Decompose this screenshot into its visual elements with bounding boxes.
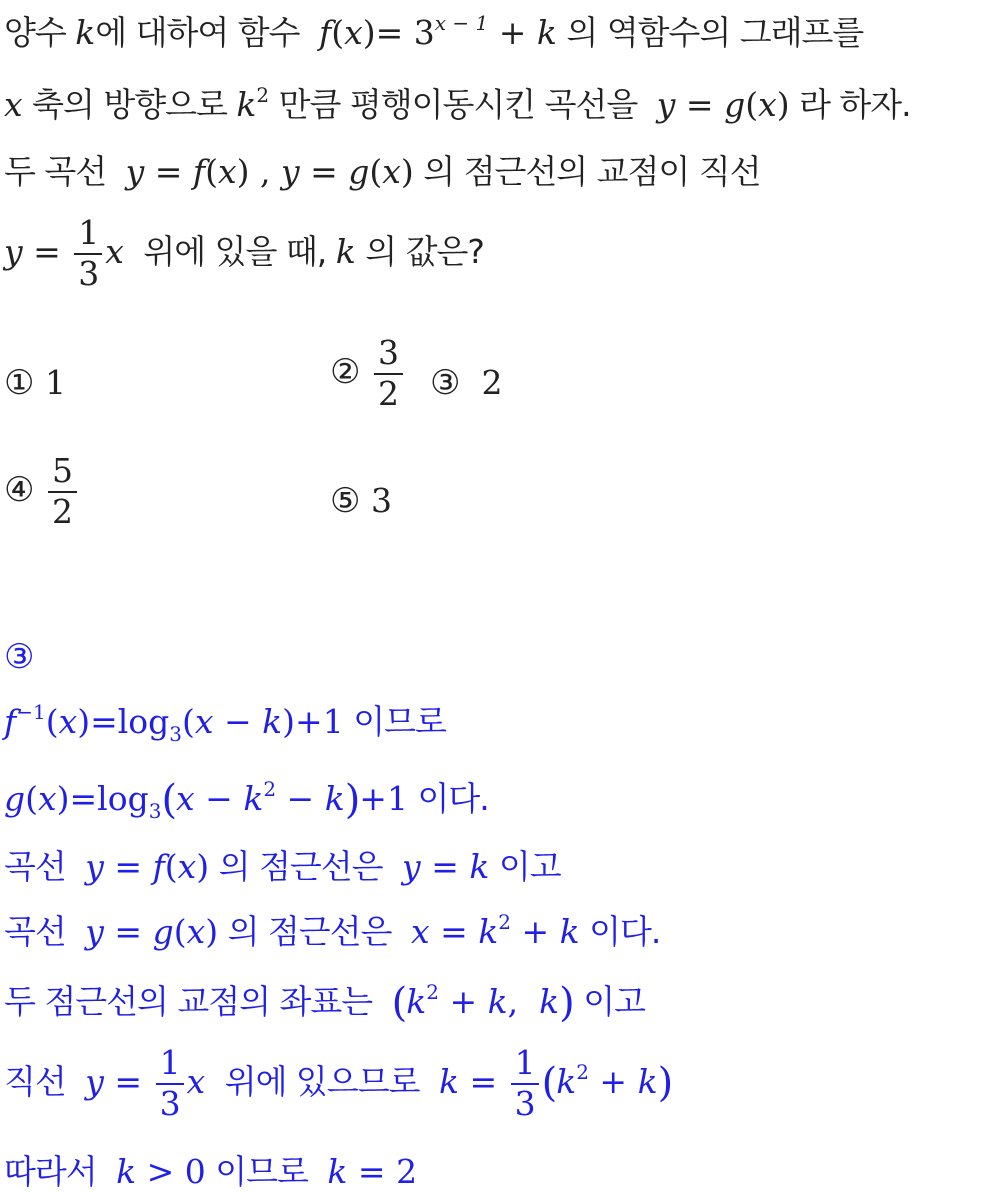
- choice-mark: ④: [4, 470, 35, 511]
- text: 만큼 평행이동시킨 곡선을: [278, 85, 638, 124]
- text: 이고: [498, 847, 561, 886]
- math-x: x: [177, 847, 197, 886]
- choice-2[interactable]: [330, 333, 406, 413]
- math-k: k: [438, 1062, 459, 1102]
- answer-choice: ③: [4, 637, 34, 677]
- problem-line-1: 양수 k에 대하여 함수 $f(x)= 3^{x - 1} + k$ 의 역함수의 그래프를: [4, 11, 864, 52]
- math-2: 2: [396, 1152, 418, 1191]
- math-3: 3: [413, 13, 435, 52]
- math-g: g: [348, 152, 370, 191]
- text: 이므로: [215, 1152, 308, 1191]
- math-x: x: [58, 702, 78, 741]
- solution-line-4: 곡선 y = g(x) 의 점근선은 $x = k^2 + k$ 이다.: [4, 910, 661, 951]
- denominator: 3: [514, 1083, 535, 1123]
- denominator: 2: [377, 373, 399, 413]
- numerator: 3: [374, 336, 403, 375]
- exponent: x − 1: [434, 11, 489, 35]
- log-base: 3: [169, 722, 183, 746]
- choice-5[interactable]: [330, 481, 392, 521]
- numerator: 1: [511, 1046, 539, 1085]
- math-k: k: [487, 982, 508, 1021]
- choice-4[interactable]: [4, 451, 80, 531]
- fraction-one-third: [74, 213, 102, 293]
- text: 곡선: [4, 847, 66, 886]
- choice-value: 3: [370, 481, 392, 520]
- log: log: [117, 702, 170, 741]
- math-k: k: [243, 779, 264, 818]
- text: 에 대하여 함수: [95, 13, 300, 52]
- math-x: x: [758, 85, 777, 124]
- math-k: k: [559, 912, 580, 951]
- denominator: 3: [78, 253, 99, 293]
- solution-line-6: 직선 y = $\frac{1}{3}$ x 위에 있으므로 k = $\frac{1}{3}$ $(k^2 + k)$: [4, 1043, 673, 1123]
- solution-line-1: $f^{-1}(x)=\log_3(x - k)+1$ 이므로: [4, 700, 446, 746]
- math-k: k: [406, 982, 427, 1021]
- choice-3[interactable]: [430, 363, 503, 403]
- math-x: x: [218, 152, 237, 191]
- math-y: y: [402, 847, 421, 886]
- math-f: f: [192, 152, 206, 191]
- math-x: x: [186, 912, 206, 951]
- fraction-one-third: [511, 1043, 539, 1123]
- numerator: 1: [156, 1046, 184, 1085]
- text: 직선: [4, 1062, 66, 1102]
- math-y: y: [125, 152, 145, 191]
- solution-line-5: 두 점근선의 교점의 좌표는 ($k^2 + k$, k) 이고: [4, 980, 645, 1026]
- choice-value: 2: [481, 363, 503, 402]
- choice-value: 1: [44, 363, 66, 402]
- math-k: k: [324, 779, 345, 818]
- choice-mark: ③: [430, 363, 461, 403]
- choice-fraction: [48, 451, 77, 531]
- text: 두 점근선의 교점의 좌표는: [4, 982, 373, 1021]
- math-g: g: [4, 779, 26, 818]
- math-f: f: [4, 702, 17, 741]
- solution-line-7: 따라서 k > 0 이므로 k = 2: [4, 1152, 418, 1191]
- math-k: k: [637, 1062, 658, 1102]
- text: 양수: [4, 13, 66, 52]
- math-f: f: [319, 13, 332, 52]
- text: 의 점근선의 교점이 직선: [423, 152, 761, 191]
- text: 의 점근선은: [227, 912, 392, 951]
- text: 축의 방향으로: [32, 85, 227, 124]
- solution-line-3: 곡선 y = f(x) 의 점근선은 y = k 이고: [4, 847, 561, 886]
- math-1: 1: [386, 779, 408, 818]
- math-x: x: [176, 779, 195, 818]
- math-x: x: [382, 152, 401, 191]
- math-k: k: [236, 85, 257, 124]
- math-y: y: [85, 912, 104, 951]
- square: 2: [576, 1060, 589, 1085]
- math-x: x: [105, 232, 124, 272]
- text: 의 값은?: [365, 232, 484, 272]
- math-x: x: [38, 779, 57, 818]
- math-y: y: [656, 85, 676, 124]
- text: 따라서: [4, 1152, 97, 1191]
- math-x: x: [410, 912, 430, 951]
- choice-mark: ⑤: [330, 481, 361, 521]
- denominator: 2: [51, 491, 73, 531]
- log: log: [97, 779, 149, 818]
- numerator: 1: [74, 216, 102, 255]
- choice-mark: ②: [330, 352, 361, 393]
- problem-line-3: 두 곡선 y = f(x) , y = g(x) 의 점근선의 교점이 직선: [4, 152, 761, 191]
- math-k: k: [539, 982, 560, 1021]
- text: 위에 있을 때,: [143, 232, 327, 272]
- inverse-exponent: −1: [16, 700, 46, 724]
- answer-mark: [4, 637, 34, 677]
- solution-line-2: $g(x)=\log_3(x - k^2 - k)+1$ 이다.: [4, 777, 489, 823]
- math-x: x: [344, 13, 363, 52]
- math-1: 1: [322, 702, 344, 741]
- math-0: 0: [184, 1152, 206, 1191]
- square: 2: [498, 910, 511, 934]
- problem-line-4: y = $\frac{1}{3}$ x 위에 있을 때, k 의 값은?: [4, 213, 484, 293]
- math-k: k: [478, 912, 499, 951]
- math-k: k: [536, 13, 557, 52]
- math-y: y: [280, 152, 300, 191]
- math-k: k: [262, 702, 283, 741]
- square: 2: [426, 980, 439, 1004]
- math-k: k: [327, 1152, 348, 1191]
- text: 의 점근선은: [218, 847, 383, 886]
- math-k: k: [556, 1062, 577, 1102]
- choice-fraction: [374, 333, 403, 413]
- denominator: 3: [159, 1083, 180, 1123]
- square: 2: [263, 777, 277, 801]
- math-k: k: [75, 13, 96, 52]
- math-k: k: [469, 847, 490, 886]
- math-k: k: [335, 232, 356, 272]
- log-base: 3: [148, 799, 162, 823]
- math-x: x: [186, 1062, 206, 1102]
- problem-line-2: x 축의 방향으로 $k^2$ 만큼 평행이동시킨 곡선을 y = g(x) 라 하자.: [4, 83, 911, 124]
- fraction-one-third: [156, 1043, 184, 1123]
- math-g: g: [724, 85, 746, 124]
- text: 라 하자.: [799, 85, 911, 124]
- text: 이므로: [353, 702, 446, 741]
- text: 곡선: [4, 912, 66, 951]
- math-y: y: [85, 847, 104, 886]
- text: 두 곡선: [4, 152, 107, 191]
- choice-mark: ①: [4, 363, 35, 403]
- numerator: 5: [48, 454, 77, 493]
- text: 의 역함수의 그래프를: [566, 13, 864, 52]
- choice-1[interactable]: [4, 363, 66, 403]
- text: 이고: [583, 982, 645, 1021]
- math-x: x: [4, 85, 23, 124]
- math-k: k: [116, 1152, 137, 1191]
- math-f: f: [152, 847, 165, 886]
- math-y: y: [4, 232, 23, 272]
- text: 위에 있으므로: [224, 1062, 420, 1102]
- text: 이다.: [589, 912, 661, 951]
- text: 이다.: [417, 779, 489, 818]
- math-y: y: [85, 1062, 104, 1102]
- math-x: x: [194, 702, 214, 741]
- math-g: g: [152, 912, 174, 951]
- square: 2: [256, 83, 270, 107]
